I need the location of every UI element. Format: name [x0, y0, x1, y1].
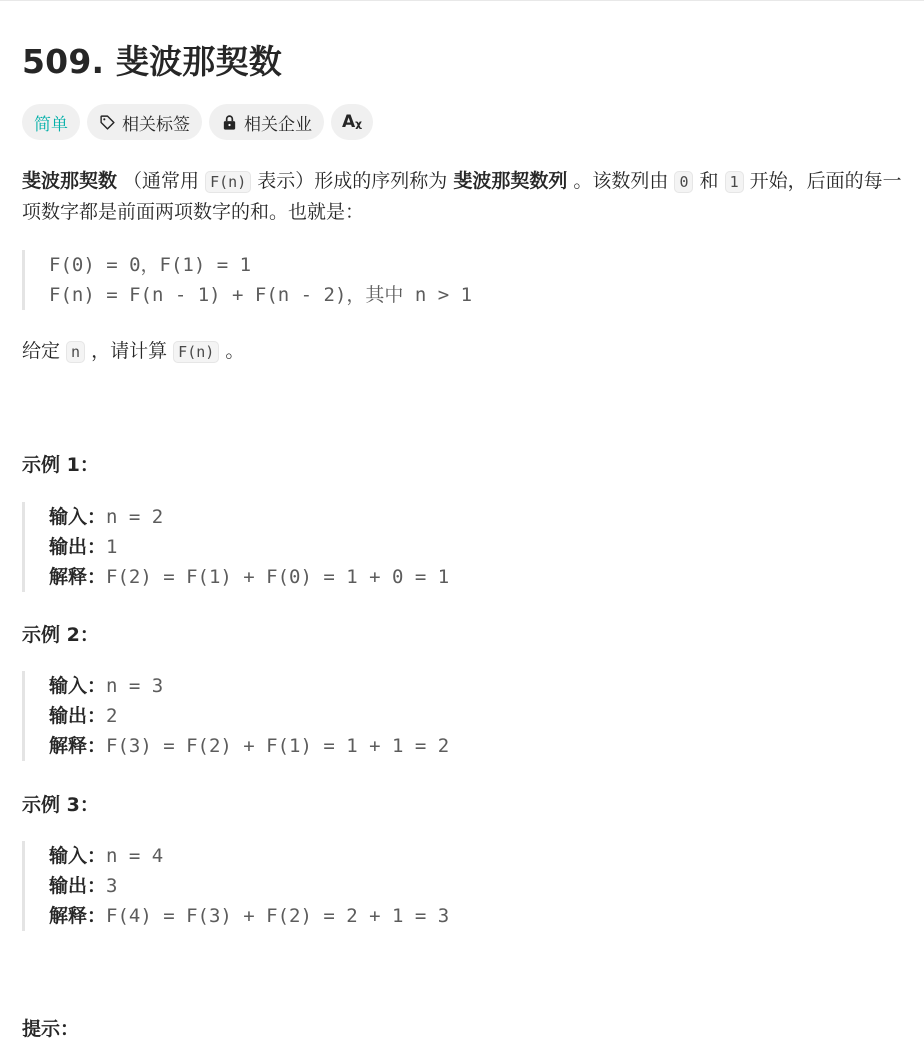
inline-code: 1: [725, 171, 744, 193]
term-fibonacci-number: 斐波那契数: [22, 170, 118, 192]
value: 2: [106, 705, 118, 727]
text: 。: [219, 340, 245, 362]
label: 输出：: [49, 705, 107, 727]
label: 输入：: [49, 506, 107, 528]
related-companies-label: 相关企业: [244, 114, 312, 135]
value: 1: [106, 536, 118, 558]
example-2-block: [22, 671, 449, 761]
label: 输入：: [49, 845, 107, 867]
label: 解释：: [49, 905, 107, 927]
example-input: [49, 671, 449, 701]
difficulty-badge[interactable]: 简单: [22, 104, 80, 140]
lock-icon: [221, 114, 238, 131]
hints-heading: 提示：: [22, 1018, 80, 1040]
related-tags-label: 相关标签: [122, 114, 190, 135]
tag-icon: [99, 114, 116, 131]
value: n = 4: [106, 845, 164, 867]
example-explanation: [49, 731, 449, 761]
example-1-heading: 示例 1：: [22, 454, 99, 476]
label: 解释：: [49, 735, 107, 757]
example-3-heading: 示例 3：: [22, 794, 99, 816]
inline-code: F(n): [205, 171, 251, 193]
translate-button[interactable]: [331, 104, 373, 140]
value: n = 2: [106, 506, 164, 528]
related-tags-button[interactable]: [87, 104, 202, 140]
label: 输入：: [49, 675, 107, 697]
example-explanation: [49, 901, 449, 931]
text: 给定: [22, 340, 67, 362]
formula-line: F(0) = 0，F(1) = 1: [49, 254, 252, 276]
term-fibonacci-sequence: 斐波那契数列: [453, 170, 568, 192]
text: ，请计算: [85, 340, 174, 362]
text: 开始，后面的每一项数字都是前面两项数字的和。也就是：: [22, 170, 902, 223]
label: 输出：: [49, 875, 107, 897]
related-companies-button[interactable]: [209, 104, 324, 140]
text: 表示）形成的序列称为: [251, 170, 454, 192]
value: F(2) = F(1) + F(0) = 1 + 0 = 1: [106, 566, 450, 588]
label: 输出：: [49, 536, 107, 558]
problem-tags-row: [22, 104, 373, 140]
example-input: [49, 841, 449, 871]
example-3-block: [22, 841, 449, 931]
top-divider: [0, 0, 924, 1]
text: 。该数列由: [567, 170, 675, 192]
description-paragraph-1: [22, 166, 902, 227]
value: F(4) = F(3) + F(2) = 2 + 1 = 3: [106, 905, 450, 927]
inline-code: 0: [674, 171, 693, 193]
formula-block: [22, 250, 472, 310]
example-1-block: [22, 502, 449, 592]
inline-code: F(n): [173, 341, 219, 363]
example-output: [49, 532, 449, 562]
inline-code: n: [66, 341, 85, 363]
text: 和: [693, 170, 725, 192]
text: （通常用: [117, 170, 206, 192]
value: n = 3: [106, 675, 164, 697]
label: 解释：: [49, 566, 107, 588]
description-paragraph-2: [22, 336, 902, 367]
formula-line: F(n) = F(n - 1) + F(n - 2)，其中 n > 1: [49, 284, 473, 306]
example-explanation: [49, 562, 449, 592]
value: F(3) = F(2) + F(1) = 1 + 1 = 2: [106, 735, 450, 757]
example-output: [49, 701, 449, 731]
value: 3: [106, 875, 118, 897]
example-input: [49, 502, 449, 532]
problem-title: 509. 斐波那契数: [22, 42, 282, 81]
example-2-heading: 示例 2：: [22, 624, 99, 646]
translate-icon: Aᵪ: [342, 112, 363, 132]
example-output: [49, 871, 449, 901]
